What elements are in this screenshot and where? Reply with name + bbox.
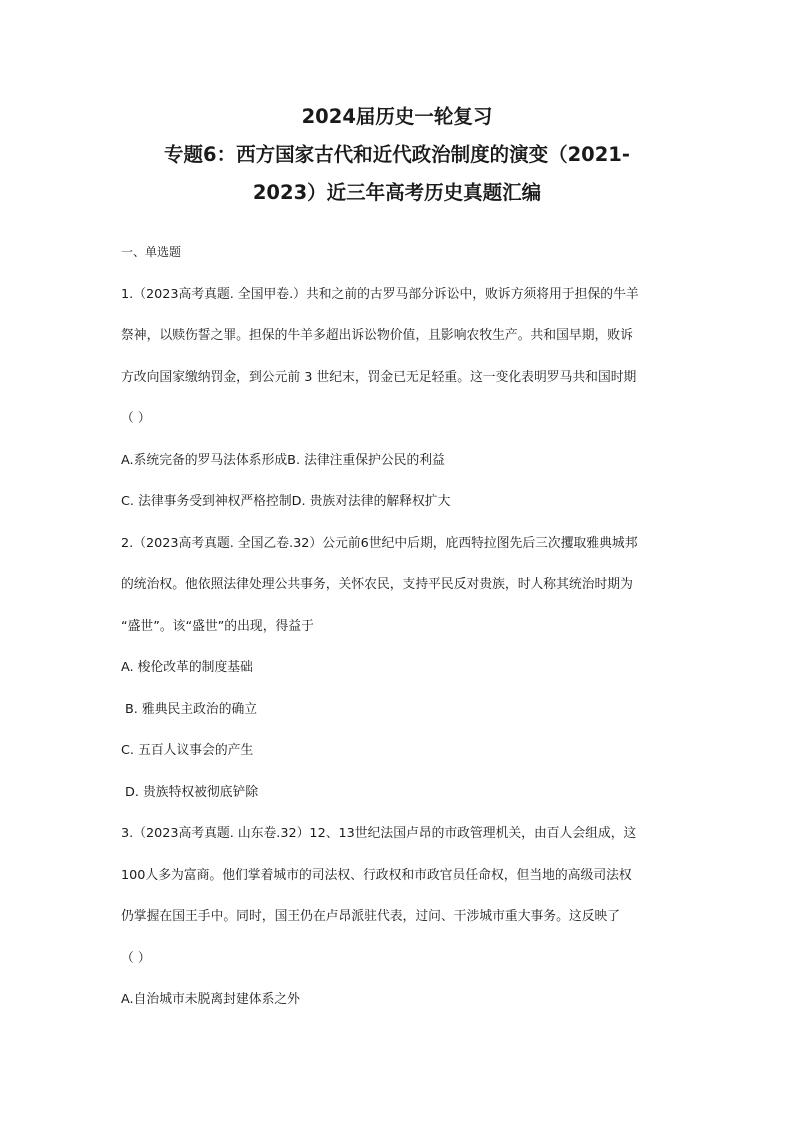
question-option: C. 法律事务受到神权严格控制D. 贵族对法律的解释权扩大 <box>121 494 451 509</box>
question-stem-line: “盛世”。该“盛世”的出现，得益于 <box>121 618 314 634</box>
question-stem-line: 1.（2023高考真题. 全国甲卷.）共和之前的古罗马部分诉讼中，败诉方须将用于担保的牛羊 <box>121 286 639 302</box>
document-body <box>121 232 681 1021</box>
question-option: A.自治城市未脱离封建体系之外 <box>121 992 300 1007</box>
document-title <box>100 98 694 212</box>
question-stem-line: 仍掌握在国王手中。同时，国王仍在卢昂派驻代表，过问、干涉城市重大事务。这反映了 <box>121 909 621 924</box>
question-option: D. 贵族特权被彻底铲除 <box>125 784 259 800</box>
answer-blank: （ ） <box>121 411 151 426</box>
question-stem-line: 祭神，以赎伤誓之罪。担保的牛羊多超出诉讼物价值，且影响农牧生产。共和国早期，败诉 <box>121 328 633 343</box>
section-heading: 一、单选题 <box>121 245 182 259</box>
title-line-2: 专题6：西方国家古代和近代政治制度的演变（2021- <box>164 143 630 166</box>
question-option: A.系统完备的罗马法体系形成B. 法律注重保护公民的利益 <box>121 452 445 468</box>
question-option: B. 雅典民主政治的确立 <box>125 701 258 717</box>
title-line-3: 2023）近三年高考历史真题汇编 <box>252 181 542 204</box>
question-option: C. 五百人议事会的产生 <box>121 743 254 758</box>
question-stem-line: 100人多为富商。他们掌着城市的司法权、行政权和市政官员任命权，但当地的高级司法权 <box>121 867 632 883</box>
question-option: A. 梭伦改革的制度基础 <box>121 660 253 675</box>
question-stem-line: 3.（2023高考真题. 山东卷.32）12、13世纪法国卢昂的市政管理机关，由百人会组成，这 <box>121 826 637 841</box>
question-3 <box>121 813 681 1021</box>
question-1 <box>121 274 681 523</box>
question-stem-line: 的统治权。他依照法律处理公共事务，关怀农民，支持平民反对贵族，时人称其统治时期为 <box>121 577 633 592</box>
question-2 <box>121 523 681 814</box>
question-stem-line: 2.（2023高考真题. 全国乙卷.32）公元前6世纪中后期，庇西特拉图先后三次攫取雅典城邦 <box>121 535 638 551</box>
title-line-1: 2024届历史一轮复习 <box>301 105 493 128</box>
answer-blank: （ ） <box>121 950 151 966</box>
question-stem-line: 方改向国家缴纳罚金，到公元前 3 世纪末，罚金已无足轻重。这一变化表明罗马共和国时期 <box>121 369 637 385</box>
